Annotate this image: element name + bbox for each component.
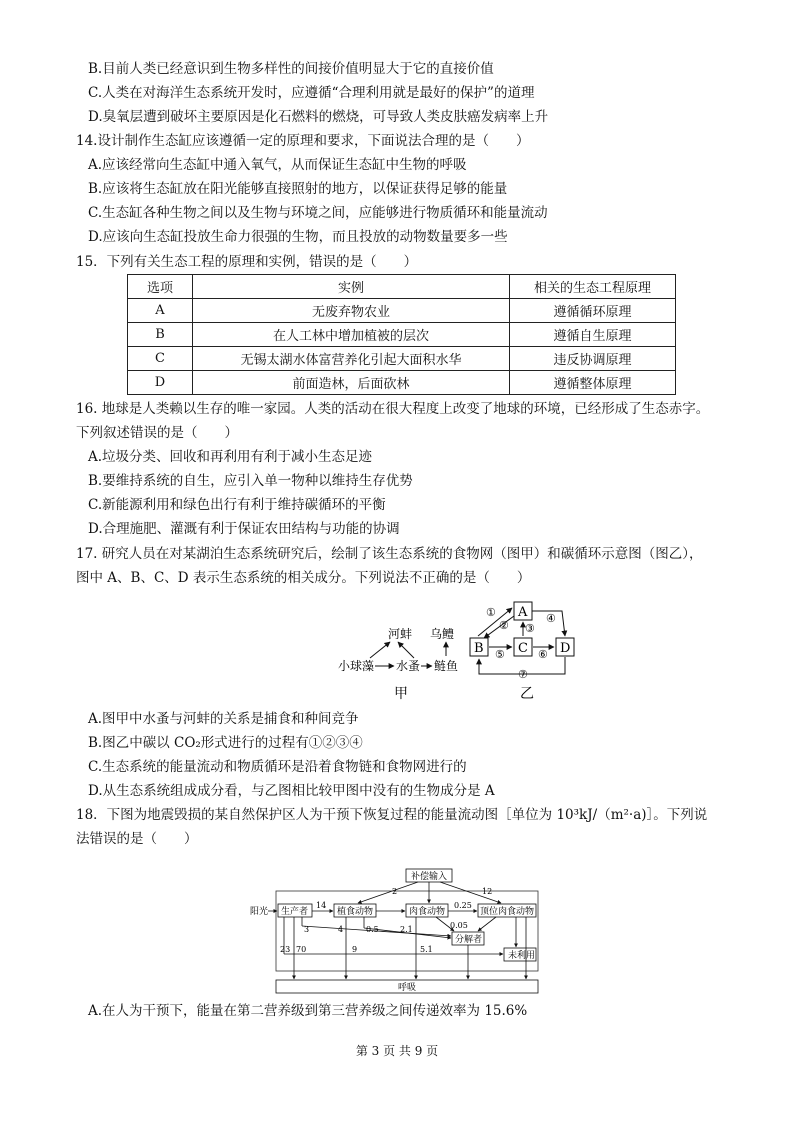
box-unused: 未利用 <box>508 951 536 961</box>
q15-stem: 15．下列有关生态工程的原理和实例，错误的是（ ） <box>76 254 418 270</box>
q16-option-a: A.垃圾分类、回收和再利用有利于减小生态足迹 <box>88 449 373 465</box>
food-web-label: 甲 <box>394 686 408 702</box>
table-cell: 遵循自生原理 <box>510 323 676 347</box>
box-top-carnivore: 顶位肉食动物 <box>480 907 535 917</box>
q13-option-d: D.臭氧层遭到破坏主要原因是化石燃料的燃烧，可导致人类皮肤癌发病率上升 <box>88 109 549 125</box>
flow-value: 0.05 <box>450 921 468 930</box>
q14-option-d: D.应该向生态缸投放生命力很强的生物，而且投放的动物数量要多一些 <box>88 229 508 245</box>
flow-value: 12 <box>482 887 493 896</box>
table-row <box>128 347 676 371</box>
q17-stem-line1: 17. 研究人员在对某湖泊生态系统研究后，绘制了该生态系统的食物网（图甲）和碳循环示意图（图乙）， <box>76 546 703 562</box>
flow-value: 0.5 <box>366 925 379 934</box>
flow-value: 23 <box>280 945 291 954</box>
food-web-node-snakehead: 乌鳢 <box>430 627 455 641</box>
table-row <box>128 371 676 395</box>
box-compensation-input: 补偿输入 <box>411 872 448 882</box>
q17-stem-line2: 图中 A、B、C、D 表示生态系统的相关成分。下列说法不正确的是（ ） <box>76 570 531 586</box>
carbon-node-d: D <box>560 641 571 656</box>
food-web-diagram <box>330 596 480 706</box>
q16-option-d: D.合理施肥、灌溉有利于保证农田结构与功能的协调 <box>88 521 400 537</box>
q17-option-b: B.图乙中碳以 CO₂形式进行的过程有①②③④ <box>88 735 363 751</box>
table-cell: 无锡太湖水体富营养化引起大面积水华 <box>193 347 510 371</box>
food-web-node-daphnia: 水蚤 <box>396 659 421 673</box>
q13-option-c: C.人类在对海洋生态系统开发时，应遵循“合理利用就是最好的保护”的道理 <box>88 85 535 101</box>
table-header: 选项 <box>128 275 193 299</box>
flow-value: 3 <box>304 925 310 934</box>
carbon-node-a: A <box>518 605 528 620</box>
table-cell: 前面造林，后面砍林 <box>193 371 510 395</box>
carbon-cycle-diagram <box>466 598 586 708</box>
q17-option-a: A.图甲中水蚤与河蚌的关系是捕食和种间竞争 <box>88 711 359 727</box>
energy-flow-diagram <box>246 866 542 998</box>
table-header: 实例 <box>193 275 510 299</box>
box-respiration: 呼吸 <box>398 983 417 993</box>
q17-option-d: D.从生态系统组成成分看，与乙图相比较甲图中没有的生物成分是 A <box>88 783 495 799</box>
carbon-node-c: C <box>518 641 528 656</box>
flow-value: 5.1 <box>420 945 433 954</box>
table-header-row <box>128 275 676 299</box>
box-producer: 生产者 <box>281 907 309 917</box>
carbon-arrow-6: ⑥ <box>538 648 548 661</box>
box-herbivore: 植食动物 <box>337 907 374 917</box>
table-cell: 遵循循环原理 <box>510 299 676 323</box>
carbon-node-b: B <box>474 641 484 656</box>
table-header: 相关的生态工程原理 <box>510 275 676 299</box>
carbon-arrow-4: ④ <box>546 612 556 625</box>
table-cell: B <box>128 323 193 347</box>
q16-option-b: B.要维持系统的自生，应引入单一物种以维持生存优势 <box>88 473 413 489</box>
box-decomposer: 分解者 <box>455 935 483 945</box>
table-cell: D <box>128 371 193 395</box>
flow-value: 70 <box>296 945 307 954</box>
q15-table <box>127 274 676 395</box>
box-carnivore: 肉食动物 <box>409 907 446 917</box>
q18-stem-line1: 18．下图为地震毁损的某自然保护区人为干预下恢复过程的能量流动图［单位为 10³kJ/（m²·a)］。下列说 <box>76 807 708 823</box>
table-cell: 遵循整体原理 <box>510 371 676 395</box>
flow-value: 2 <box>392 887 398 896</box>
food-web-node-algae: 小球藻 <box>338 659 375 673</box>
table-cell: A <box>128 299 193 323</box>
flow-value: 2.1 <box>400 925 413 934</box>
q16-option-c: C.新能源利用和绿色出行有利于维持碳循环的平衡 <box>88 497 386 513</box>
q18-stem-line2: 法错误的是（ ） <box>76 831 198 847</box>
table-row <box>128 323 676 347</box>
page-footer: 第 3 页 共 9 页 <box>355 1044 439 1058</box>
q16-stem-line2: 下列叙述错误的是（ ） <box>76 425 238 441</box>
table-cell: 无废弃物农业 <box>193 299 510 323</box>
table-row <box>128 299 676 323</box>
q16-stem-line1: 16. 地球是人类赖以生存的唯一家园。人类的活动在很大程度上改变了地球的环境，已经形成了生态赤字。 <box>76 401 710 417</box>
table-cell: 在人工林中增加植被的层次 <box>193 323 510 347</box>
flow-value: 4 <box>338 925 344 934</box>
q14-option-c: C.生态缸各种生物之间以及生物与环境之间，应能够进行物质循环和能量流动 <box>88 205 548 221</box>
carbon-arrow-2: ② <box>499 619 509 632</box>
carbon-arrow-1: ① <box>486 606 496 619</box>
q14-option-a: A.应该经常向生态缸中通入氧气，从而保证生态缸中生物的呼吸 <box>88 157 467 173</box>
table-cell: C <box>128 347 193 371</box>
label-sunlight: 阳光 <box>250 907 269 917</box>
carbon-arrow-5: ⑤ <box>495 648 505 661</box>
food-web-node-silver-carp: 鲢鱼 <box>434 659 459 673</box>
q13-option-b: B.目前人类已经意识到生物多样性的间接价值明显大于它的直接价值 <box>88 61 494 77</box>
carbon-cycle-label: 乙 <box>520 686 534 702</box>
carbon-arrow-7: ⑦ <box>518 668 528 681</box>
q18-option-a: A.在人为干预下，能量在第二营养级到第三营养级之间传递效率为 15.6% <box>88 1003 528 1019</box>
table-cell: 违反协调原理 <box>510 347 676 371</box>
flow-value: 0.25 <box>454 901 472 910</box>
q14-stem: 14.设计制作生态缸应该遵循一定的原理和要求，下面说法合理的是（ ） <box>76 133 530 149</box>
flow-value: 14 <box>316 901 327 910</box>
food-web-node-mussel: 河蚌 <box>388 627 413 641</box>
q14-option-b: B.应该将生态缸放在阳光能够直接照射的地方，以保证获得足够的能量 <box>88 181 508 197</box>
carbon-arrow-3: ③ <box>525 622 535 635</box>
q17-option-c: C.生态系统的能量流动和物质循环是沿着食物链和食物网进行的 <box>88 759 467 775</box>
flow-value: 9 <box>352 945 358 954</box>
